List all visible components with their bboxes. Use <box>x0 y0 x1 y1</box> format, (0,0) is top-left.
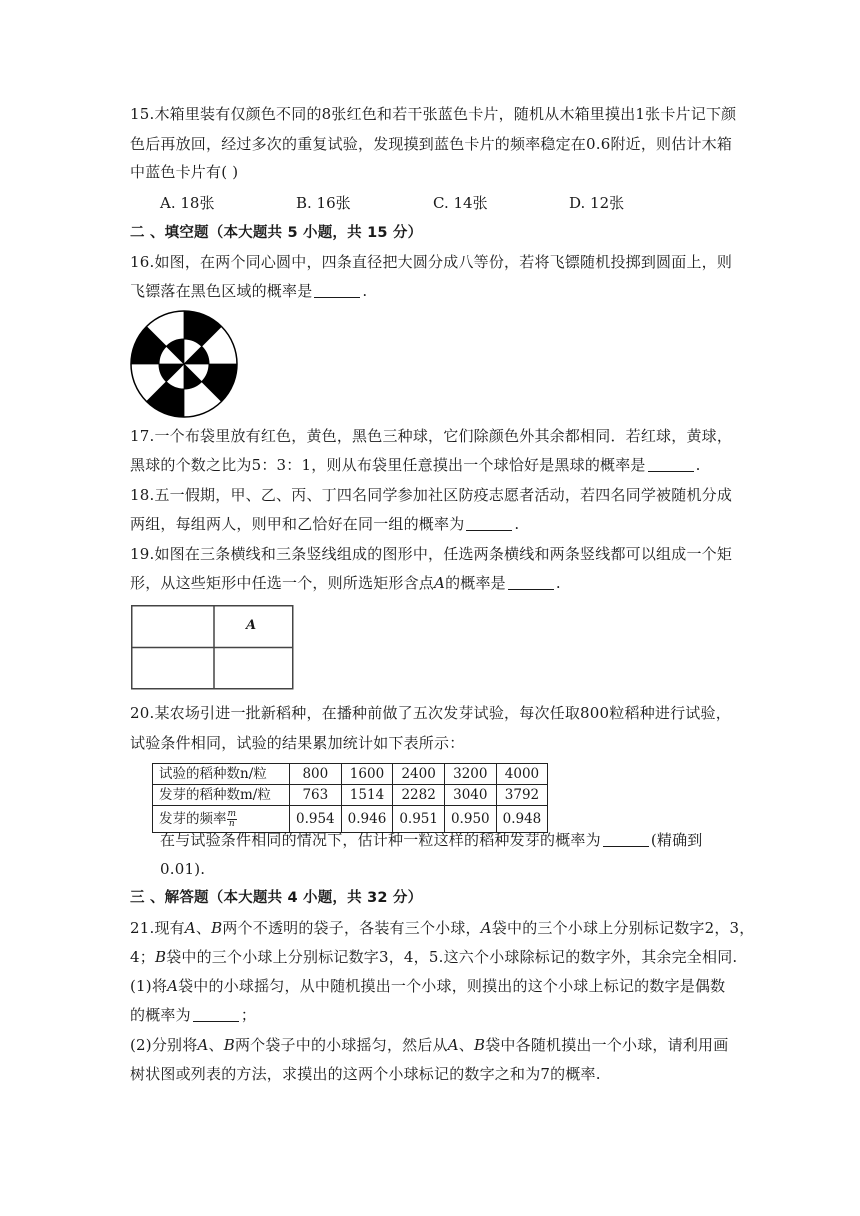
q19-text-mid: 的概率是 <box>445 574 506 592</box>
q20-line1: 20.某农场引进一批新稻种，在播种前做了五次发芽试验，每次任取800粒稻种进行试验， <box>130 704 731 722</box>
q21-var-a: A <box>184 919 196 937</box>
table-row-header: 发芽的稻种数m/粒 <box>153 785 290 806</box>
table-cell: 3200 <box>444 764 496 785</box>
table-cell: 800 <box>290 764 342 785</box>
q21-text: 袋中的三个小球上分别标记数字3，4，5.这六个小球除标记的数字外，其余完全相同. <box>166 948 738 966</box>
q17-line1: 17.一个布袋里放有红色，黄色，黑色三种球，它们除颜色外其余都相同．若红球，黄球， <box>130 427 733 445</box>
table-cell: 1600 <box>341 764 393 785</box>
grid-figure <box>131 605 297 691</box>
table-row <box>153 806 548 833</box>
q21-text: ； <box>240 1006 257 1024</box>
q16-period: . <box>362 282 368 300</box>
q15-line1: 15.木箱里装有仅颜色不同的8张红色和若干张蓝色卡片，随机从木箱里摸出1张卡片记下颜 <box>130 105 737 123</box>
q21-var-b: B <box>223 1036 235 1054</box>
q15-option-a: A. 18张 <box>160 194 215 212</box>
q16-answer-blank[interactable] <box>314 283 360 298</box>
table-row-header: 试验的稻种数n/粒 <box>153 764 290 785</box>
q21-var-b: B <box>211 919 223 937</box>
q20-after-line1 <box>160 830 702 850</box>
q21-sub1-line1 <box>130 976 725 996</box>
q21-text: 袋中各随机摸出一个小球，请利用画 <box>485 1036 729 1054</box>
q18-text: 两组，每组两人，则甲和乙恰好在同一组的概率为 <box>130 515 465 533</box>
q18-line2 <box>130 514 519 534</box>
q18-answer-blank[interactable] <box>466 516 512 531</box>
table-row <box>153 785 548 806</box>
table-cell: 3792 <box>496 785 548 806</box>
q21-sep: 、 <box>208 1036 224 1054</box>
q19-line1: 19.如图在三条横线和三条竖线组成的图形中，任选两条横线和两条竖线都可以组成一个矩 <box>130 545 733 563</box>
q15-option-c: C. 14张 <box>433 194 488 212</box>
frequency-fraction <box>227 810 238 829</box>
q17-answer-blank[interactable] <box>648 457 694 472</box>
q21-text: 袋中的三个小球上分别标记数字2，3， <box>491 919 755 937</box>
q21-text: (1)将 <box>130 977 168 995</box>
q21-sep: 、 <box>458 1036 474 1054</box>
table-cell: 1514 <box>341 785 393 806</box>
q21-var-a: A <box>447 1036 459 1054</box>
table-cell: 0.946 <box>341 806 393 833</box>
fraction-numerator: m <box>227 808 237 819</box>
q21-sub2-line1 <box>130 1035 728 1055</box>
q21-answer-blank[interactable] <box>193 1007 239 1022</box>
table-row <box>153 764 548 785</box>
q18-period: . <box>514 515 520 533</box>
q21-text: 的概率为 <box>130 1006 191 1024</box>
q19-period: . <box>555 574 561 592</box>
frequency-label: 发芽的频率 <box>159 810 227 827</box>
fraction-denominator: n <box>228 818 235 829</box>
q17-text: 黑球的个数之比为5：3：1，则从布袋里任意摸出一个球恰好是黑球的概率是 <box>130 456 646 474</box>
grid-point-a-label: A <box>246 618 257 633</box>
q20-answer-blank[interactable] <box>603 832 649 847</box>
q16-line2 <box>130 281 367 301</box>
q21-sub1-line2 <box>130 1005 256 1025</box>
table-cell: 763 <box>290 785 342 806</box>
dartboard-figure <box>129 309 239 419</box>
q21-text: 21.现有 <box>130 919 185 937</box>
q20-line2: 试验条件相同，试验的结果累加统计如下表所示： <box>130 734 465 752</box>
q19-var-a: A <box>434 574 446 592</box>
q21-text: 袋中的小球摇匀，从中随机摸出一个小球，则摸出的这个小球上标记的数字是偶数 <box>178 977 726 995</box>
table-cell: 0.951 <box>393 806 445 833</box>
germination-table <box>152 763 548 833</box>
q15-option-b: B. 16张 <box>296 194 351 212</box>
table-cell: 2400 <box>393 764 445 785</box>
q19-line2 <box>130 573 561 593</box>
table-cell: 0.954 <box>290 806 342 833</box>
q21-text: 两个不透明的袋子，各装有三个小球， <box>222 919 481 937</box>
q21-line2 <box>130 947 737 967</box>
q21-var-a: A <box>197 1036 209 1054</box>
q15-line3: 中蓝色卡片有( ) <box>130 163 239 181</box>
q18-line1: 18.五一假期，甲、乙、丙、丁四名同学参加社区防疫志愿者活动，若四名同学被随机分成 <box>130 486 733 504</box>
q21-var-b: B <box>474 1036 486 1054</box>
q20-after-line2: 0.01). <box>160 860 206 878</box>
q19-answer-blank[interactable] <box>508 575 554 590</box>
table-cell: 0.950 <box>444 806 496 833</box>
q16-text: 飞镖落在黑色区域的概率是 <box>130 282 313 300</box>
q20-after-text: 在与试验条件相同的情况下，估计种一粒这样的稻种发芽的概率为 <box>160 831 601 849</box>
q15-line2: 色后再放回，经过多次的重复试验，发现摸到蓝色卡片的频率稳定在0.6附近，则估计木箱 <box>130 135 733 153</box>
table-cell: 3040 <box>444 785 496 806</box>
q20-after-suffix: (精确到 <box>650 831 703 849</box>
q21-var-b: B <box>154 948 167 966</box>
q21-text: 4； <box>130 948 155 966</box>
section-3-heading: 三 、解答题（本大题共 4 小题，共 32 分） <box>130 890 423 906</box>
q21-var-a: A <box>167 977 179 995</box>
q17-period: . <box>695 456 701 474</box>
q16-line1: 16.如图，在两个同心圆中，四条直径把大圆分成八等份，若将飞镖随机投掷到圆面上，则 <box>130 253 733 271</box>
q15-option-d: D. 12张 <box>569 194 625 212</box>
q21-text: (2)分别将 <box>130 1036 198 1054</box>
table-cell: 4000 <box>496 764 548 785</box>
table-cell: 0.948 <box>496 806 548 833</box>
q21-line1 <box>130 918 755 938</box>
q21-sep: 、 <box>195 919 212 937</box>
q21-sub2-line2: 树状图或列表的方法，求摸出的这两个小球标记的数字之和为7的概率. <box>130 1065 601 1083</box>
table-row-header <box>153 806 290 833</box>
table-cell: 2282 <box>393 785 445 806</box>
q19-text: 形，从这些矩形中任选一个，则所选矩形含点 <box>130 574 435 592</box>
q17-line2 <box>130 455 701 475</box>
section-2-heading: 二 、填空题（本大题共 5 小题，共 15 分） <box>130 225 423 241</box>
q21-text: 两个袋子中的小球摇匀，然后从 <box>234 1036 448 1054</box>
q21-var-a: A <box>480 919 492 937</box>
